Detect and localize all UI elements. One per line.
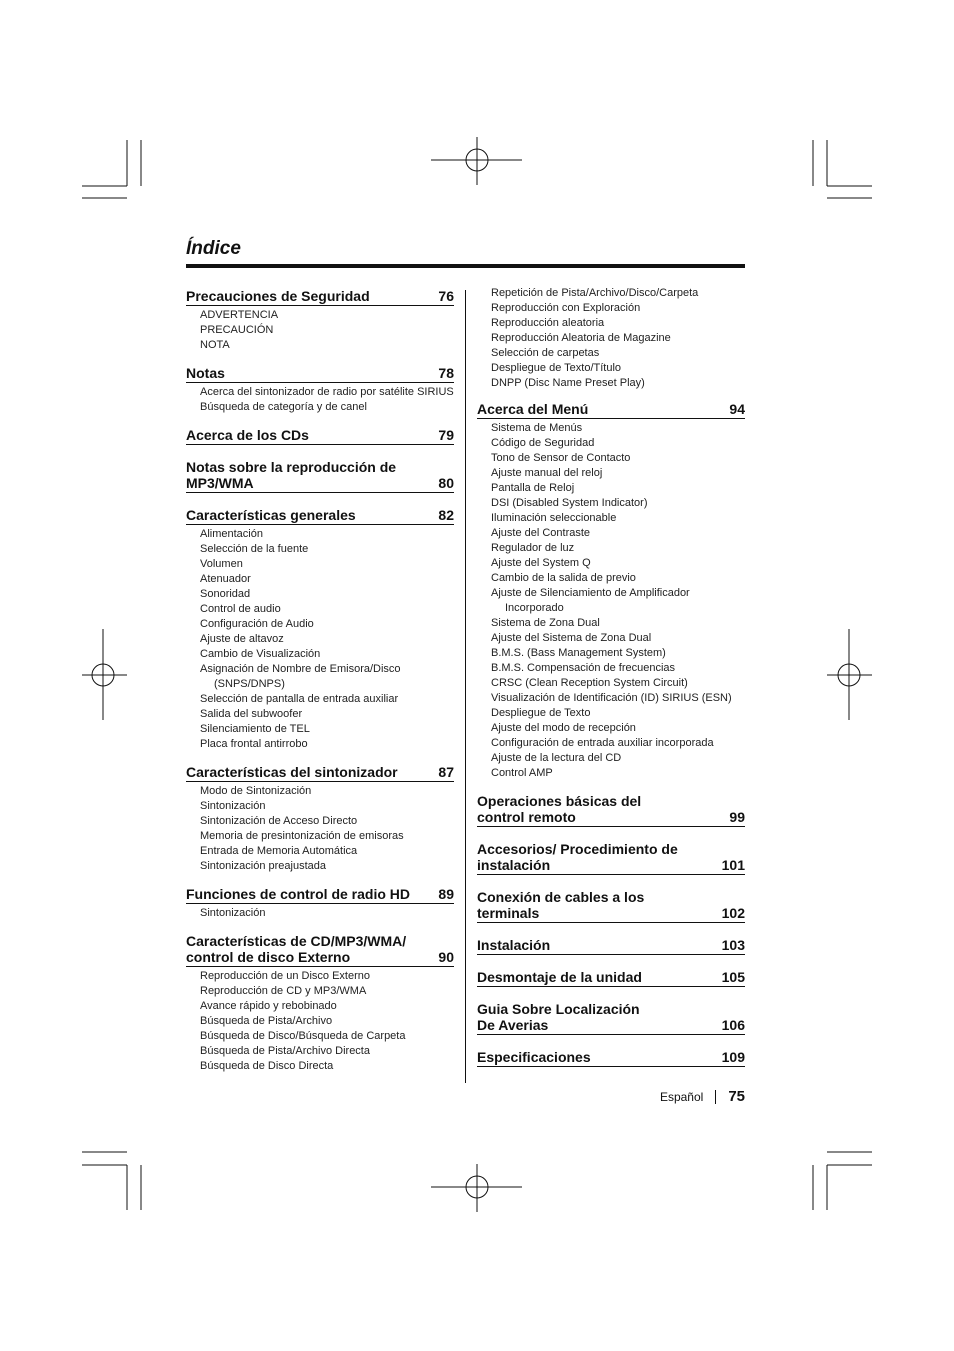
toc-page-number: 78: [438, 365, 454, 381]
toc-subitem: Selección de la fuente: [200, 543, 309, 555]
toc-heading-text: Características de CD/MP3/WMA/ control de disco Externo: [186, 933, 407, 965]
toc-section-heading: [477, 841, 745, 875]
toc-subitem: NOTA: [200, 339, 230, 351]
toc-section-heading: [186, 764, 454, 782]
toc-subitem: Selección de carpetas: [491, 347, 600, 359]
toc-subitem: Sintonización: [200, 800, 266, 812]
toc-section: [186, 764, 454, 874]
toc-subitem: Búsqueda de categoría y de canel: [200, 401, 367, 413]
toc-subitem: CRSC (Clean Reception System Circuit): [491, 677, 688, 689]
toc-section-heading: [477, 969, 745, 987]
toc-section: [477, 841, 745, 875]
toc-subitem: Ajuste del Sistema de Zona Dual: [491, 632, 652, 644]
toc-subitem: Ajuste del System Q: [491, 557, 591, 569]
footer-separator: [715, 1090, 716, 1104]
toc-subitem: Atenuador: [200, 573, 251, 585]
toc-section-heading: [186, 288, 454, 306]
toc-subitem: Reproducción aleatoria: [491, 317, 605, 329]
toc-heading-text: Acerca del Menú: [477, 401, 589, 417]
toc-page-number: 82: [438, 507, 454, 523]
toc-subitem: Volumen: [200, 558, 243, 570]
toc-subitem: Visualización de Identificación (ID) SIRIUS (ESN): [491, 692, 732, 704]
toc-subitem: Ajuste de la lectura del CD: [491, 752, 622, 764]
toc-subitem: Asignación de Nombre de Emisora/Disco (SNPS/DNPS): [200, 663, 401, 690]
page-title: Índice: [186, 238, 241, 259]
toc-section: [186, 365, 454, 415]
toc-subitem: Ajuste manual del reloj: [491, 467, 603, 479]
toc-subitem: Ajuste de altavoz: [200, 633, 284, 645]
toc-section-heading: [186, 886, 454, 904]
toc-subitem: Reproducción de un Disco Externo: [200, 970, 370, 982]
toc-page-number: 76: [438, 288, 454, 304]
toc-section-heading: [186, 365, 454, 383]
toc-subitem: Ajuste del Contraste: [491, 527, 591, 539]
toc-subitems: [186, 967, 454, 1074]
toc-subitem: Búsqueda de Pista/Archivo Directa: [200, 1045, 370, 1057]
toc-subitem: Placa frontal antirrobo: [200, 738, 308, 750]
toc-subitems: [186, 904, 454, 921]
toc-section-heading: [477, 1001, 745, 1035]
toc-subitem: PRECAUCIÓN: [200, 324, 274, 336]
toc-section: [186, 886, 454, 921]
toc-subitem: Salida del subwoofer: [200, 708, 303, 720]
toc-subitem: Sistema de Zona Dual: [491, 617, 600, 629]
toc-subitem: DNPP (Disc Name Preset Play): [491, 377, 645, 389]
toc-heading-text: Notas: [186, 365, 225, 381]
toc-subitem: Despliegue de Texto/Título: [491, 362, 622, 374]
toc-subitem: Ajuste de Silenciamiento de Amplificador Incorporado: [491, 587, 690, 614]
page-number: 75: [728, 1088, 745, 1105]
toc-heading-text: Operaciones básicas del control remoto: [477, 793, 642, 825]
toc-subitems: [186, 525, 454, 752]
toc-page-number: 80: [438, 475, 454, 491]
toc-page-number: 89: [438, 886, 454, 902]
toc-section: [186, 427, 454, 445]
toc-section: [477, 969, 745, 987]
toc-subitems: [186, 306, 454, 353]
toc-section-heading: [477, 937, 745, 955]
toc-subitem: Sonoridad: [200, 588, 251, 600]
toc-section: [477, 1049, 745, 1067]
toc-subitem: Entrada de Memoria Automática: [200, 845, 358, 857]
toc-subitem: Sistema de Menús: [491, 422, 583, 434]
toc-subitem: ADVERTENCIA: [200, 309, 279, 321]
toc-heading-text: Características generales: [186, 507, 356, 523]
toc-section: [186, 507, 454, 752]
toc-subitem: Sintonización preajustada: [200, 860, 326, 872]
toc-section: [477, 1001, 745, 1035]
toc-subitem: Regulador de luz: [491, 542, 575, 554]
toc-page-number: 109: [721, 1049, 745, 1065]
toc-subitem: Memoria de presintonización de emisoras: [200, 830, 404, 842]
toc-heading-text: Conexión de cables a los terminals: [477, 889, 645, 921]
toc-heading-text: Notas sobre la reproducción de MP3/WMA: [186, 459, 397, 491]
toc-subitem: Código de Seguridad: [491, 437, 595, 449]
toc-subitem: Pantalla de Reloj: [491, 482, 575, 494]
toc-subitem: Control AMP: [491, 767, 553, 779]
toc-subitem: Configuración de entrada auxiliar incorporada: [491, 737, 714, 749]
toc-subitem: Búsqueda de Disco Directa: [200, 1060, 334, 1072]
toc-subitems: [477, 419, 745, 781]
toc-section: [477, 401, 745, 781]
toc-section-heading: [477, 793, 745, 827]
toc-subitem: Despliegue de Texto: [491, 707, 591, 719]
toc-section-heading: [477, 889, 745, 923]
toc-heading-text: Precauciones de Seguridad: [186, 288, 370, 304]
toc-continued-items: [477, 286, 745, 391]
toc-heading-text: Acerca de los CDs: [186, 427, 309, 443]
toc-subitem: Avance rápido y rebobinado: [200, 1000, 337, 1012]
toc-subitem: Modo de Sintonización: [200, 785, 312, 797]
toc-subitem: Iluminación seleccionable: [491, 512, 617, 524]
toc-subitem: Reproducción de CD y MP3/WMA: [200, 985, 367, 997]
toc-subitem: DSI (Disabled System Indicator): [491, 497, 648, 509]
toc-heading-text: Guia Sobre Localización De Averias: [477, 1001, 640, 1033]
toc-subitem: Cambio de la salida de previo: [491, 572, 636, 584]
toc-page-number: 102: [721, 905, 745, 921]
toc-section-heading: [186, 507, 454, 525]
toc-section: [477, 793, 745, 827]
toc-page-number: 101: [721, 857, 745, 873]
toc-subitem: Cambio de Visualización: [200, 648, 321, 660]
toc-subitem: Sintonización: [200, 907, 266, 919]
toc-heading-text: Funciones de control de radio HD: [186, 886, 411, 902]
toc-section: [186, 933, 454, 1074]
toc-subitem: Control de audio: [200, 603, 281, 615]
toc-subitem: B.M.S. (Bass Management System): [491, 647, 666, 659]
toc-heading-text: Especificaciones: [477, 1049, 591, 1065]
toc-section-heading: [186, 427, 454, 445]
toc-heading-text: Instalación: [477, 937, 551, 953]
toc-right-sections: [477, 401, 745, 1067]
toc-section-heading: [477, 1049, 745, 1067]
toc-subitem: Configuración de Audio: [200, 618, 314, 630]
toc-subitems: [186, 383, 454, 415]
toc-page-number: 79: [438, 427, 454, 443]
toc-subitem: Tono de Sensor de Contacto: [491, 452, 631, 464]
toc-section: [477, 937, 745, 955]
toc-subitem: Búsqueda de Pista/Archivo: [200, 1015, 333, 1027]
toc-left-column: [186, 288, 454, 1074]
footer-language: Español: [659, 1089, 704, 1104]
toc-subitem: Acerca del sintonizador de radio por satélite SIRIUS: [200, 386, 454, 398]
toc-subitem: Alimentación: [200, 528, 263, 540]
toc-subitem: Selección de pantalla de entrada auxiliar: [200, 693, 399, 705]
toc-page-number: 106: [721, 1017, 745, 1033]
column-divider: [465, 290, 466, 1083]
toc-section: [477, 889, 745, 923]
toc-section: [186, 459, 454, 493]
toc-page-number: 99: [729, 809, 745, 825]
toc-section-heading: [477, 401, 745, 419]
toc-subitem: Repetición de Pista/Archivo/Disco/Carpeta: [491, 287, 699, 299]
toc-section-heading: [186, 459, 454, 493]
toc-subitem: Búsqueda de Disco/Búsqueda de Carpeta: [200, 1030, 406, 1042]
toc-page-number: 105: [721, 969, 745, 985]
toc-subitem: Sintonización de Acceso Directo: [200, 815, 358, 827]
toc-heading-text: Accesorios/ Procedimiento de instalación: [477, 841, 678, 873]
toc-page-number: 94: [729, 401, 745, 417]
toc-section-heading: [186, 933, 454, 967]
title-rule: [186, 264, 745, 268]
toc-heading-text: Características del sintonizador: [186, 764, 398, 780]
toc-subitem: Reproducción con Exploración: [491, 302, 641, 314]
toc-subitems: [186, 782, 454, 874]
toc-right-column: [477, 286, 745, 1067]
toc-subitem: Reproducción Aleatoria de Magazine: [491, 332, 671, 344]
toc-heading-text: Desmontaje de la unidad: [477, 969, 642, 985]
toc-page-number: 103: [721, 937, 745, 953]
toc-page-number: 90: [438, 949, 454, 965]
toc-section: [186, 288, 454, 353]
toc-subitem: Ajuste del modo de recepción: [491, 722, 636, 734]
toc-page-number: 87: [438, 764, 454, 780]
page-footer: [660, 1088, 745, 1105]
toc-subitem: B.M.S. Compensación de frecuencias: [491, 662, 676, 674]
toc-subitem: Silenciamiento de TEL: [200, 723, 310, 735]
